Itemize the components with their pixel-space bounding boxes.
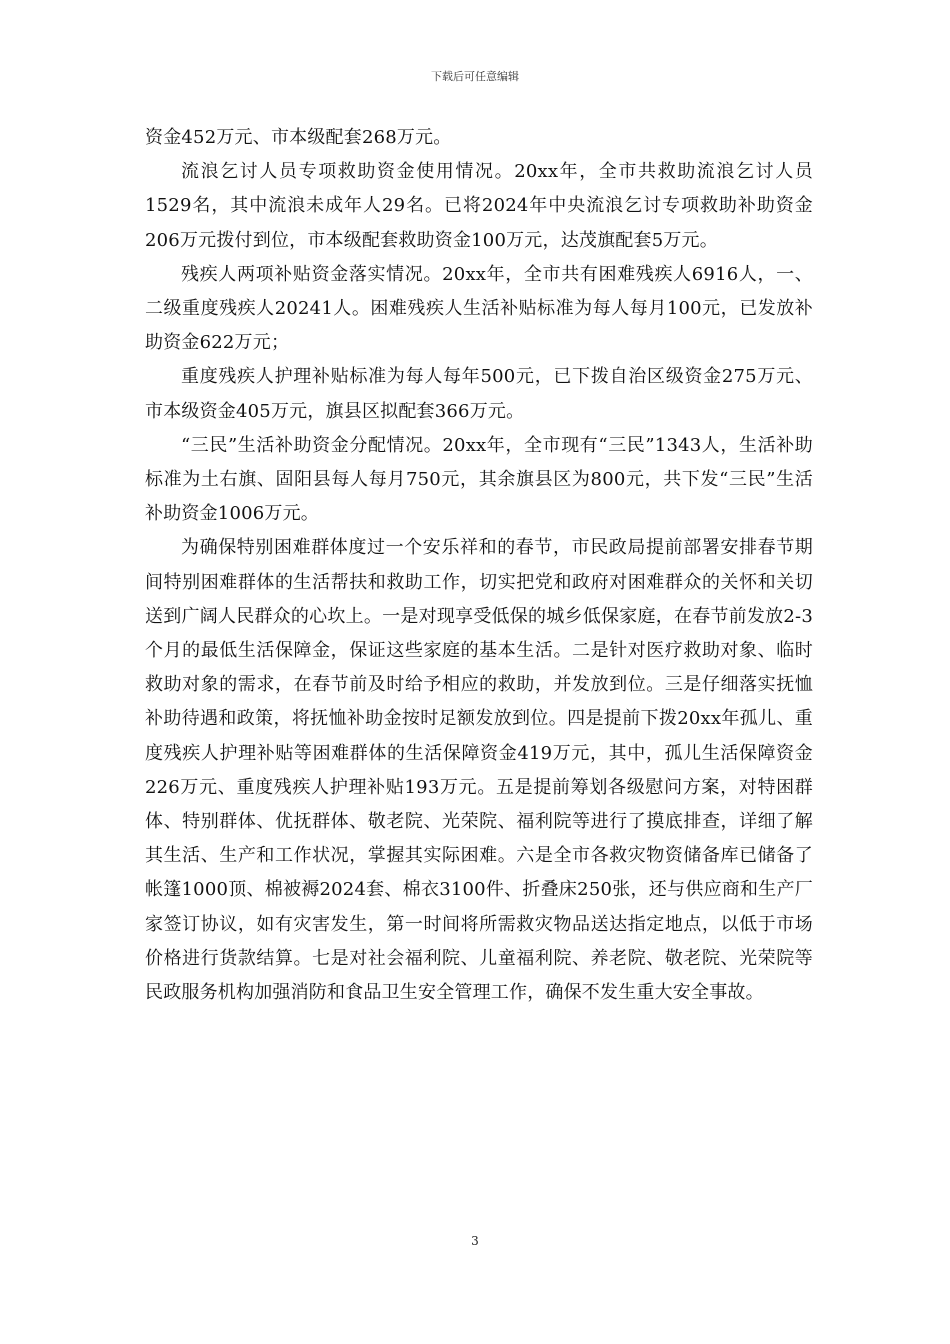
paragraph: 为确保特别困难群体度过一个安乐祥和的春节，市民政局提前部署安排春节期间特别困难群体的生活帮扶和救助工作，切实把党和政府对困难群众的关怀和关切送到广阔人民群众的心坎上。一是对现享受低保的城乡低保家庭，在春节前发放2-3个月的最低生活保障金，保证这些家庭的基本生活。二是针对医疗救助对象、临时救助对象的需求，在春节前及时给予相应的救助，并发放到位。三是仔细落实抚恤补助待遇和政策，将抚恤补助金按时足额发放到位。四是提前下拨20xx年孤儿、重度残疾人护理补贴等困难群体的生活保障资金419万元，其中，孤儿生活保障资金226万元、重度残疾人护理补贴193万元。五是提前筹划各级慰问方案，对特困群体、特别群体、优抚群体、敬老院、光荣院、福利院等进行了摸底排查，详细了解其生活、生产和工作状况，掌握其实际困难。六是全市各救灾物资储备库已储备了帐篷1000顶、棉被褥2024套、棉衣3100件、折叠床250张，还与供应商和生产厂家签订协议，如有灾害发生，第一时间将所需救灾物品送达指定地点，以低于市场价格进行货款结算。七是对社会福利院、儿童福利院、养老院、敬老院、光荣院等民政服务机构加强消防和食品卫生安全管理工作，确保不发生重大安全事故。: [145, 537, 813, 1004]
paragraph: 重度残疾人护理补贴标准为每人每年500元，已下拨自治区级资金275万元、市本级资金405万元，旗县区拟配套366万元。: [145, 366, 813, 422]
page-number: 3: [471, 1234, 479, 1248]
paragraph: 资金452万元、市本级配套268万元。: [145, 127, 452, 148]
page-header: 下载后可任意编辑: [431, 70, 519, 83]
paragraph: 流浪乞讨人员专项救助资金使用情况。20xx年，全市共救助流浪乞讨人员1529名，其中流浪未成年人29名。已将2024年中央流浪乞讨专项救助补助资金206万元拨付到位，市本级配套救助资金100万元，达茂旗配套5万元。: [145, 161, 813, 251]
paragraph: 残疾人两项补贴资金落实情况。20xx年，全市共有困难残疾人6916人，一、二级重度残疾人20241人。困难残疾人生活补贴标准为每人每月100元，已发放补助资金622万元；: [145, 263, 813, 354]
paragraph: “三民”生活补助资金分配情况。20xx年，全市现有“三民”1343人，生活补助标准为土右旗、固阳县每人每月750元，其余旗县区为800元，共下发“三民”生活补助资金1006万元。: [145, 434, 813, 525]
document-body: [145, 121, 813, 1010]
